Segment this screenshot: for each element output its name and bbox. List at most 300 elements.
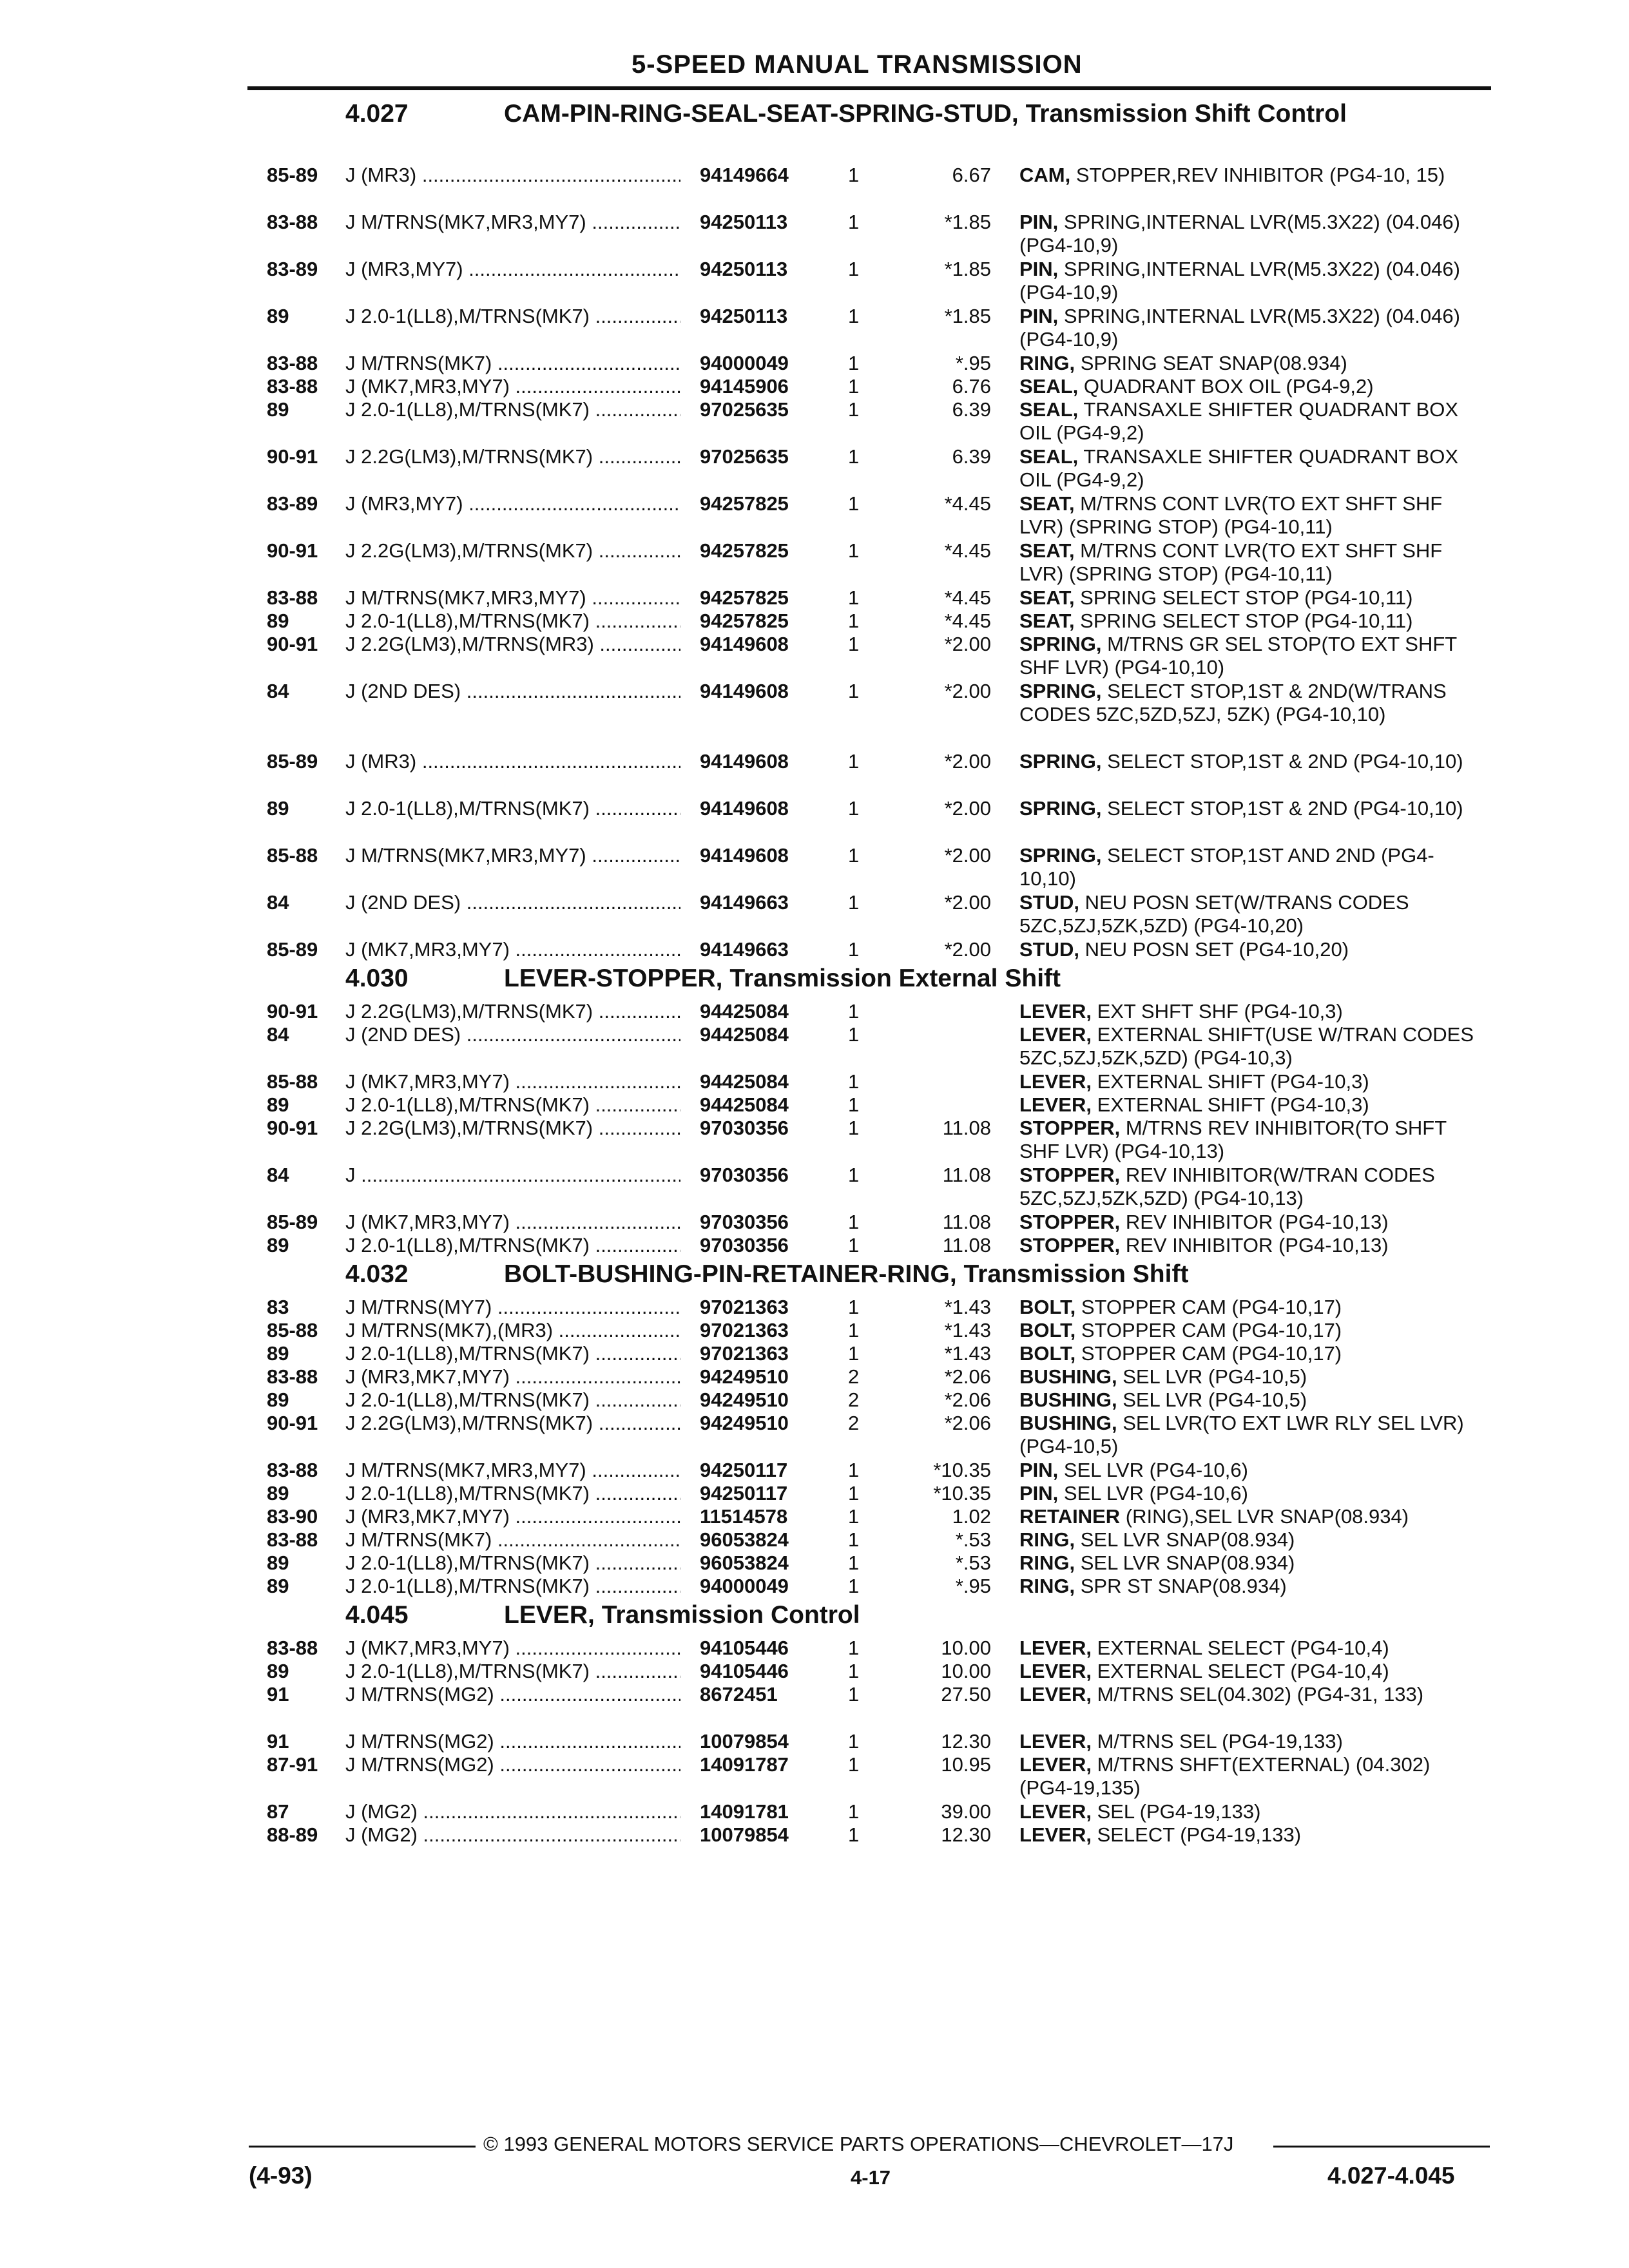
quantity: 1 xyxy=(848,1823,860,1846)
part-number: 14091781 xyxy=(700,1800,789,1823)
description-keyword: LEVER, xyxy=(1019,1637,1092,1659)
description-text: M/TRNS SEL(04.302) (PG4-31, 133) xyxy=(1091,1683,1424,1706)
part-number: 94257825 xyxy=(700,539,789,562)
description xyxy=(1019,1823,1483,1847)
part-number: 94105446 xyxy=(700,1637,789,1659)
quantity: 1 xyxy=(848,1234,860,1256)
part-number: 94145906 xyxy=(700,375,789,398)
model-year: 91 xyxy=(267,1683,289,1706)
price: *2.00 xyxy=(944,750,991,773)
description-text: SPRING SELECT STOP (PG4-10,11) xyxy=(1074,610,1413,632)
part-number: 97025635 xyxy=(700,398,789,421)
description-keyword: LEVER, xyxy=(1019,1800,1092,1823)
description xyxy=(1019,398,1483,445)
price: *10.35 xyxy=(933,1459,991,1481)
quantity: 2 xyxy=(848,1412,860,1434)
description xyxy=(1019,1296,1483,1319)
model-year: 83-88 xyxy=(267,211,318,233)
description-keyword: PIN, xyxy=(1019,258,1059,280)
table-row xyxy=(0,844,1629,891)
description-keyword: STUD, xyxy=(1019,891,1079,914)
price: 12.30 xyxy=(941,1823,991,1846)
application: J 2.2G(LM3),M/TRNS(MK7) ..... xyxy=(345,1412,680,1435)
description-text: STOPPER CAM (PG4-10,17) xyxy=(1075,1319,1342,1341)
description-text: NEU POSN SET (PG4-10,20) xyxy=(1079,938,1349,961)
table-row xyxy=(0,492,1629,539)
description xyxy=(1019,375,1483,398)
description xyxy=(1019,1342,1483,1365)
part-number: 97030356 xyxy=(700,1164,789,1186)
part-number: 94149608 xyxy=(700,844,789,867)
part-number: 94149608 xyxy=(700,680,789,702)
description-text: SELECT STOP,1ST & 2ND(W/TRANS CODES 5ZC,5ZD,5ZJ, 5ZK) (PG4-10,10) xyxy=(1019,680,1447,726)
application: J (MK7,MR3,MY7) ..... xyxy=(345,1070,680,1093)
part-number: 94425084 xyxy=(700,1070,789,1093)
description-text: EXTERNAL SELECT (PG4-10,4) xyxy=(1091,1637,1389,1659)
quantity: 1 xyxy=(848,1000,860,1023)
description-keyword: LEVER, xyxy=(1019,1070,1092,1093)
table-row xyxy=(0,1365,1629,1389)
description-keyword: LEVER, xyxy=(1019,1000,1092,1023)
price: *.95 xyxy=(955,352,991,374)
table-row xyxy=(0,211,1629,258)
model-year: 87-91 xyxy=(267,1753,318,1776)
part-number: 94249510 xyxy=(700,1412,789,1434)
price: *1.43 xyxy=(944,1342,991,1365)
application: J (MK7,MR3,MY7) ..... xyxy=(345,1211,680,1234)
quantity: 1 xyxy=(848,1683,860,1706)
application: J (MR3,MY7) ..... xyxy=(345,258,680,281)
price: *2.06 xyxy=(944,1365,991,1388)
section-heading xyxy=(345,1257,1629,1296)
model-year: 83-88 xyxy=(267,1637,318,1659)
description-text: STOPPER CAM (PG4-10,17) xyxy=(1075,1296,1342,1318)
price: *4.45 xyxy=(944,539,991,562)
application: J 2.0-1(LL8),M/TRNS(MK7) ..... xyxy=(345,1552,680,1575)
description-text: M/TRNS CONT LVR(TO EXT SHFT SHF LVR) (SPRING STOP) (PG4-10,11) xyxy=(1019,539,1443,585)
description xyxy=(1019,445,1483,492)
description xyxy=(1019,610,1483,633)
description-text: M/TRNS CONT LVR(TO EXT SHFT SHF LVR) (SPRING STOP) (PG4-10,11) xyxy=(1019,492,1443,538)
application: J 2.2G(LM3),M/TRNS(MK7) ..... xyxy=(345,1000,680,1023)
price: *1.85 xyxy=(944,211,991,233)
description xyxy=(1019,539,1483,586)
description xyxy=(1019,844,1483,890)
part-number: 97030356 xyxy=(700,1117,789,1139)
table-row xyxy=(0,164,1629,211)
application: J 2.0-1(LL8),M/TRNS(MK7) ..... xyxy=(345,1482,680,1505)
description xyxy=(1019,258,1483,304)
description xyxy=(1019,1365,1483,1389)
application: J 2.0-1(LL8),M/TRNS(MK7) ..... xyxy=(345,1389,680,1412)
description-keyword: SPRING, xyxy=(1019,750,1102,773)
price: *.53 xyxy=(955,1528,991,1551)
description-keyword: STOPPER, xyxy=(1019,1234,1121,1256)
part-number: 94250113 xyxy=(700,258,788,280)
description-text: SEL LVR (PG4-10,5) xyxy=(1117,1389,1307,1411)
description-keyword: RING, xyxy=(1019,352,1075,374)
description-text: EXTERNAL SELECT (PG4-10,4) xyxy=(1091,1660,1389,1682)
price: *.53 xyxy=(955,1552,991,1574)
part-number: 94257825 xyxy=(700,610,789,632)
description-keyword: PIN, xyxy=(1019,1459,1059,1481)
description-keyword: SEAT, xyxy=(1019,539,1075,562)
description-text: SEL LVR (PG4-10,6) xyxy=(1058,1459,1248,1481)
part-number: 96053824 xyxy=(700,1528,789,1551)
description-text: QUADRANT BOX OIL (PG4-9,2) xyxy=(1078,375,1374,398)
quantity: 1 xyxy=(848,1753,860,1776)
price: *2.00 xyxy=(944,938,991,961)
price: 11.08 xyxy=(942,1234,991,1256)
description-text: STOPPER CAM (PG4-10,17) xyxy=(1075,1342,1342,1365)
table-row xyxy=(0,1505,1629,1528)
table-row xyxy=(0,1234,1629,1257)
description-text: SEL LVR SNAP(08.934) xyxy=(1075,1528,1295,1551)
part-number: 94257825 xyxy=(700,492,789,515)
table-row xyxy=(0,586,1629,610)
table-row xyxy=(0,938,1629,961)
table-row xyxy=(0,1093,1629,1117)
description xyxy=(1019,1505,1483,1528)
application: J 2.2G(LM3),M/TRNS(MK7) ..... xyxy=(345,445,680,468)
model-year: 84 xyxy=(267,1023,289,1046)
application: J M/TRNS(MG2) ..... xyxy=(345,1730,680,1753)
section-name: LEVER, Transmission Control xyxy=(504,1601,860,1629)
description-text: (RING),SEL LVR SNAP(08.934) xyxy=(1120,1505,1409,1528)
description-text: SPRING SEAT SNAP(08.934) xyxy=(1075,352,1347,374)
table-row xyxy=(0,750,1629,797)
quantity: 1 xyxy=(848,1023,860,1046)
description-keyword: CAM, xyxy=(1019,164,1071,186)
price: *4.45 xyxy=(944,492,991,515)
model-year: 83-88 xyxy=(267,1459,318,1481)
application: J 2.2G(LM3),M/TRNS(MK7) ..... xyxy=(345,539,680,562)
description-keyword: PIN, xyxy=(1019,305,1059,327)
description-keyword: PIN, xyxy=(1019,1482,1059,1504)
model-year: 83-89 xyxy=(267,492,318,515)
table-row xyxy=(0,305,1629,352)
application: J M/TRNS(MK7,MR3,MY7) ..... xyxy=(345,1459,680,1482)
description-text: REV INHIBITOR(W/TRAN CODES 5ZC,5ZJ,5ZK,5ZD) (PG4-10,13) xyxy=(1019,1164,1435,1209)
description-keyword: LEVER, xyxy=(1019,1023,1092,1046)
price: 27.50 xyxy=(941,1683,991,1706)
quantity: 1 xyxy=(848,375,860,398)
part-number: 14091787 xyxy=(700,1753,789,1776)
application: J (MR3) ..... xyxy=(345,750,680,773)
description-keyword: BOLT, xyxy=(1019,1319,1076,1341)
part-number: 94000049 xyxy=(700,1575,789,1597)
description xyxy=(1019,586,1483,610)
description xyxy=(1019,1528,1483,1552)
description-keyword: LEVER, xyxy=(1019,1730,1092,1753)
description xyxy=(1019,1683,1483,1706)
description-text: SPRING,INTERNAL LVR(M5.3X22) (04.046) (PG4-10,9) xyxy=(1019,305,1460,351)
description xyxy=(1019,680,1483,726)
price: 6.76 xyxy=(952,375,991,398)
description-keyword: RING, xyxy=(1019,1552,1075,1574)
price: 10.00 xyxy=(941,1660,991,1682)
part-number: 97030356 xyxy=(700,1234,789,1256)
price: *4.45 xyxy=(944,610,991,632)
quantity: 1 xyxy=(848,1800,860,1823)
quantity: 1 xyxy=(848,891,860,914)
description-keyword: SEAL, xyxy=(1019,445,1079,468)
model-year: 83-88 xyxy=(267,352,318,374)
application: J 2.2G(LM3),M/TRNS(MK7) ..... xyxy=(345,1117,680,1140)
price: 11.08 xyxy=(942,1211,991,1233)
model-year: 89 xyxy=(267,1389,289,1411)
quantity: 1 xyxy=(848,1505,860,1528)
price: *4.45 xyxy=(944,586,991,609)
description-keyword: STOPPER, xyxy=(1019,1164,1121,1186)
quantity: 1 xyxy=(848,1117,860,1139)
description-text: M/TRNS GR SEL STOP(TO EXT SHFT SHF LVR) (PG4-10,10) xyxy=(1019,633,1457,678)
quantity: 2 xyxy=(848,1365,860,1388)
quantity: 1 xyxy=(848,1164,860,1186)
price: *10.35 xyxy=(933,1482,991,1504)
application: J (2ND DES) ..... xyxy=(345,1023,680,1046)
model-year: 89 xyxy=(267,797,289,820)
quantity: 1 xyxy=(848,1296,860,1318)
model-year: 90-91 xyxy=(267,445,318,468)
table-row xyxy=(0,1800,1629,1823)
model-year: 85-89 xyxy=(267,164,318,186)
description xyxy=(1019,1753,1483,1800)
price: *2.00 xyxy=(944,680,991,702)
description-keyword: LEVER, xyxy=(1019,1753,1092,1776)
application: J M/TRNS(MK7,MR3,MY7) ..... xyxy=(345,586,680,610)
application: J 2.0-1(LL8),M/TRNS(MK7) ..... xyxy=(345,1234,680,1257)
part-number: 94425084 xyxy=(700,1000,789,1023)
part-number: 10079854 xyxy=(700,1823,789,1846)
table-row xyxy=(0,1342,1629,1365)
description-text: SPRING SELECT STOP (PG4-10,11) xyxy=(1074,586,1413,609)
description-text: EXT SHFT SHF (PG4-10,3) xyxy=(1091,1000,1343,1023)
table-row xyxy=(0,1070,1629,1093)
quantity: 1 xyxy=(848,352,860,374)
model-year: 87 xyxy=(267,1800,289,1823)
description xyxy=(1019,1093,1483,1117)
price: 10.00 xyxy=(941,1637,991,1659)
price: *1.85 xyxy=(944,258,991,280)
description-text: EXTERNAL SHIFT(USE W/TRAN CODES 5ZC,5ZJ,5ZK,5ZD) (PG4-10,3) xyxy=(1019,1023,1474,1069)
application: J ..... xyxy=(345,1164,680,1187)
section-heading xyxy=(345,961,1629,1000)
model-year: 85-89 xyxy=(267,750,318,773)
model-year: 90-91 xyxy=(267,1117,318,1139)
quantity: 1 xyxy=(848,1730,860,1753)
section-name: LEVER-STOPPER, Transmission External Shift xyxy=(504,965,1061,992)
part-number: 97021363 xyxy=(700,1319,789,1341)
description xyxy=(1019,1000,1483,1023)
part-number: 94250113 xyxy=(700,305,788,327)
footer-page-number: 4-17 xyxy=(851,2166,891,2189)
part-number: 94149608 xyxy=(700,750,789,773)
table-row xyxy=(0,1575,1629,1598)
description-text: REV INHIBITOR (PG4-10,13) xyxy=(1120,1234,1389,1256)
description-text: SELECT STOP,1ST AND 2ND (PG4-10,10) xyxy=(1019,844,1434,890)
table-row xyxy=(0,1637,1629,1660)
description-text: TRANSAXLE SHIFTER QUADRANT BOX OIL (PG4-9,2) xyxy=(1019,398,1458,444)
description-text: STOPPER,REV INHIBITOR (PG4-10, 15) xyxy=(1070,164,1445,186)
description xyxy=(1019,1070,1483,1093)
section-name: BOLT-BUSHING-PIN-RETAINER-RING, Transmission Shift xyxy=(504,1260,1189,1288)
part-number: 94000049 xyxy=(700,352,789,374)
model-year: 91 xyxy=(267,1730,289,1753)
description xyxy=(1019,1023,1483,1070)
table-row xyxy=(0,539,1629,586)
application: J 2.0-1(LL8),M/TRNS(MK7) ..... xyxy=(345,797,680,820)
part-number: 94149664 xyxy=(700,164,789,186)
table-row xyxy=(0,1117,1629,1164)
description-keyword: LEVER, xyxy=(1019,1823,1092,1846)
description-text: SELECT (PG4-19,133) xyxy=(1091,1823,1302,1846)
quantity: 1 xyxy=(848,1342,860,1365)
table-row xyxy=(0,610,1629,633)
table-row xyxy=(0,1552,1629,1575)
description-text: SELECT STOP,1ST & 2ND (PG4-10,10) xyxy=(1101,797,1463,820)
quantity: 1 xyxy=(848,1070,860,1093)
table-row xyxy=(0,1753,1629,1800)
model-year: 90-91 xyxy=(267,1000,318,1023)
description xyxy=(1019,1389,1483,1412)
table-row xyxy=(0,1528,1629,1552)
description-text: NEU POSN SET(W/TRANS CODES 5ZC,5ZJ,5ZK,5ZD) (PG4-10,20) xyxy=(1019,891,1409,937)
description xyxy=(1019,1730,1483,1753)
description-text: SPR ST SNAP(08.934) xyxy=(1075,1575,1287,1597)
description-text: EXTERNAL SHIFT (PG4-10,3) xyxy=(1091,1093,1369,1116)
quantity: 1 xyxy=(848,750,860,773)
section-name: CAM-PIN-RING-SEAL-SEAT-SPRING-STUD, Transmission Shift Control xyxy=(504,100,1347,128)
part-number: 10079854 xyxy=(700,1730,789,1753)
application: J M/TRNS(MK7) ..... xyxy=(345,352,680,375)
quantity: 1 xyxy=(848,1319,860,1341)
description-keyword: SPRING, xyxy=(1019,633,1102,655)
description xyxy=(1019,1552,1483,1575)
part-number: 94249510 xyxy=(700,1365,789,1388)
model-year: 89 xyxy=(267,1093,289,1116)
quantity: 1 xyxy=(848,164,860,186)
part-number: 94250113 xyxy=(700,211,788,233)
quantity: 1 xyxy=(848,680,860,702)
price: 12.30 xyxy=(941,1730,991,1753)
price: *2.06 xyxy=(944,1389,991,1411)
model-year: 89 xyxy=(267,1342,289,1365)
quantity: 1 xyxy=(848,586,860,609)
table-row xyxy=(0,1459,1629,1482)
description-keyword: SEAT, xyxy=(1019,586,1075,609)
quantity: 1 xyxy=(848,305,860,327)
description-text: SPRING,INTERNAL LVR(M5.3X22) (04.046) (PG4-10,9) xyxy=(1019,258,1460,303)
table-row xyxy=(0,1412,1629,1459)
description xyxy=(1019,1164,1483,1210)
description-keyword: RING, xyxy=(1019,1575,1075,1597)
footer-date: (4-93) xyxy=(249,2162,313,2189)
table-row xyxy=(0,797,1629,844)
model-year: 83-88 xyxy=(267,375,318,398)
application: J 2.2G(LM3),M/TRNS(MR3) ..... xyxy=(345,633,680,656)
application: J M/TRNS(MY7) ..... xyxy=(345,1296,680,1319)
application: J (MR3,MK7,MY7) ..... xyxy=(345,1505,680,1528)
application: J (MK7,MR3,MY7) ..... xyxy=(345,375,680,398)
price: *2.00 xyxy=(944,633,991,655)
application: J 2.0-1(LL8),M/TRNS(MK7) ..... xyxy=(345,610,680,633)
part-number: 97021363 xyxy=(700,1342,789,1365)
application: J M/TRNS(MG2) ..... xyxy=(345,1683,680,1706)
application: J M/TRNS(MK7),(MR3) ..... xyxy=(345,1319,680,1342)
part-number: 97030356 xyxy=(700,1211,789,1233)
application: J M/TRNS(MK7,MR3,MY7) ..... xyxy=(345,211,680,234)
model-year: 83-89 xyxy=(267,258,318,280)
price: 39.00 xyxy=(941,1800,991,1823)
section-heading xyxy=(345,97,1629,164)
description-keyword: SEAT, xyxy=(1019,492,1075,515)
price: *2.00 xyxy=(944,891,991,914)
price: *1.43 xyxy=(944,1319,991,1341)
description xyxy=(1019,164,1483,187)
table-row xyxy=(0,1482,1629,1505)
description-text: SPRING,INTERNAL LVR(M5.3X22) (04.046) (PG4-10,9) xyxy=(1019,211,1460,256)
section-number: 4.027 xyxy=(345,100,409,128)
description xyxy=(1019,633,1483,679)
description xyxy=(1019,352,1483,375)
description-keyword: STUD, xyxy=(1019,938,1079,961)
description-text: M/TRNS REV INHIBITOR(TO SHFT SHF LVR) (PG4-10,13) xyxy=(1019,1117,1447,1162)
table-row xyxy=(0,1823,1629,1847)
part-number: 94149663 xyxy=(700,938,789,961)
model-year: 89 xyxy=(267,1234,289,1256)
quantity: 1 xyxy=(848,1552,860,1574)
model-year: 89 xyxy=(267,1575,289,1597)
section-heading xyxy=(345,1598,1629,1637)
part-number: 8672451 xyxy=(700,1683,778,1706)
footer-section-range: 4.027-4.045 xyxy=(1327,2162,1455,2189)
description xyxy=(1019,938,1483,961)
table-row xyxy=(0,352,1629,375)
price: *2.06 xyxy=(944,1412,991,1434)
quantity: 1 xyxy=(848,633,860,655)
description-keyword: BUSHING, xyxy=(1019,1365,1117,1388)
part-number: 96053824 xyxy=(700,1552,789,1574)
application: J (MG2) ..... xyxy=(345,1823,680,1847)
part-number: 94105446 xyxy=(700,1660,789,1682)
description xyxy=(1019,1412,1483,1458)
price: 11.08 xyxy=(942,1117,991,1139)
description-keyword: STOPPER, xyxy=(1019,1211,1121,1233)
description-keyword: RETAINER xyxy=(1019,1505,1121,1528)
application: J (MR3,MK7,MY7) ..... xyxy=(345,1365,680,1389)
description-text: SEL (PG4-19,133) xyxy=(1091,1800,1261,1823)
part-number: 94149608 xyxy=(700,633,789,655)
quantity: 1 xyxy=(848,492,860,515)
model-year: 90-91 xyxy=(267,633,318,655)
model-year: 89 xyxy=(267,1660,289,1682)
price: *.95 xyxy=(955,1575,991,1597)
table-row xyxy=(0,1660,1629,1683)
description xyxy=(1019,891,1483,937)
application: J 2.0-1(LL8),M/TRNS(MK7) ..... xyxy=(345,305,680,328)
description-keyword: SEAL, xyxy=(1019,375,1079,398)
model-year: 85-88 xyxy=(267,1070,318,1093)
quantity: 1 xyxy=(848,445,860,468)
model-year: 83-88 xyxy=(267,586,318,609)
description-keyword: PIN, xyxy=(1019,211,1059,233)
parts-listing xyxy=(0,97,1629,1847)
description-text: M/TRNS SEL (PG4-19,133) xyxy=(1091,1730,1343,1753)
part-number: 94425084 xyxy=(700,1023,789,1046)
description xyxy=(1019,1482,1483,1505)
price: 1.02 xyxy=(952,1505,991,1528)
